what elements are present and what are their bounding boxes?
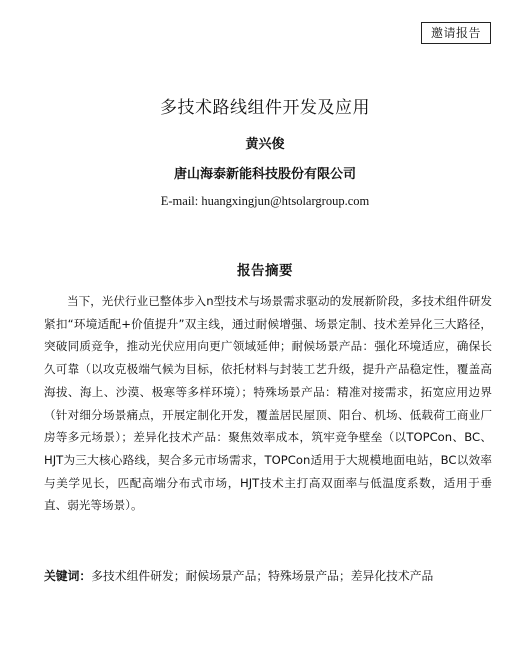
report-type-badge: 邀请报告: [421, 22, 491, 44]
abstract-heading: 报告摘要: [237, 263, 293, 279]
keywords-list: 多技术组件研发；耐候场景产品；特殊场景产品；差异化技术产品: [91, 569, 434, 583]
keywords-label: 关键词：: [44, 569, 92, 583]
author-email: E-mail: huangxingjun@htsolargroup.com: [160, 194, 370, 208]
keywords-line: [44, 567, 492, 584]
paper-title: 多技术路线组件开发及应用: [160, 98, 370, 118]
abstract-body: 当下，光伏行业已整体步入n型技术与场景需求驱动的发展新阶段，多技术组件研发紧扣“环境适配+价值提升”双主线，通过耐候增强、场景定制、技术差异化三大路径，突破同质竞争，推动光伏应用向更广领域延伸；耐候场景产品：强化环境适应，确保长久可靠（以攻克极端气候为目标，依托材料与封装工艺升级，提升产品稳定性，覆盖高海拔、海上、沙漠、极寒等多样环境）；特殊场景产品：精准对接需求，拓宽应用边界（针对细分场景痛点，开展定制化开发，覆盖居民屋顶、阳台、机场、低载荷工商业厂房等多元场景）；差异化技术产品：聚焦效率成本，筑牢竞争壁垒（以TOPCon、BC、HJT为三大核心路线，契合多元市场需求，TOPCon适用于大规模地面电站，BC以效率与美学见长，匹配高端分布式市场，HJT技术主打高双面率与低温度系数，适用于垂直、弱光等场景）。: [44, 294, 492, 513]
author-affiliation: 唐山海泰新能科技股份有限公司: [173, 167, 356, 182]
author-name: 黄兴俊: [245, 137, 285, 152]
